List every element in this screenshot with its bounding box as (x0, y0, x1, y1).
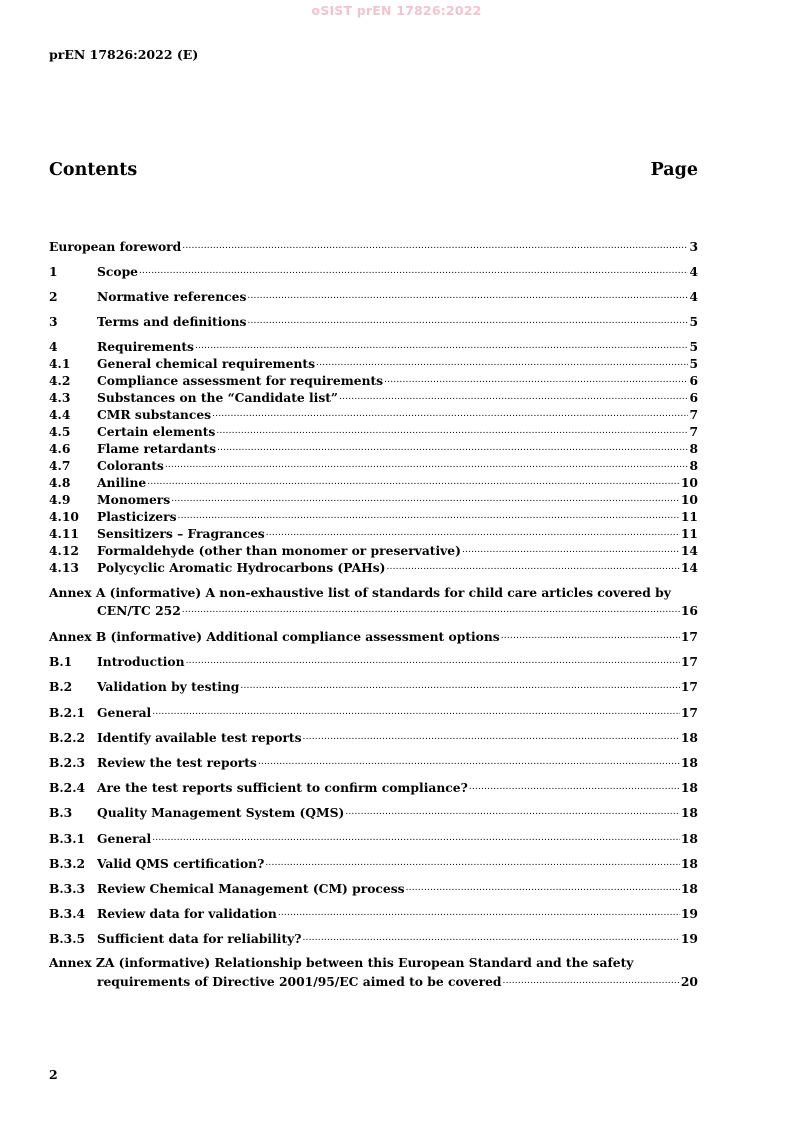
toc-entry[interactable] (49, 829, 698, 846)
toc-entry-page: 7 (689, 407, 698, 422)
toc-entry-page: 4 (689, 264, 698, 279)
toc-entry-page: 16 (680, 603, 698, 618)
toc-entry-title: Colorants (97, 458, 164, 473)
toc-entry-number: B.2.3 (49, 755, 86, 770)
toc-entry-title: Normative references (97, 289, 247, 304)
toc-entry-title: requirements of Directive 2001/95/EC aimed to be covered (97, 974, 502, 989)
toc-leader-dots (240, 681, 679, 694)
toc-entry-page: 18 (680, 856, 698, 871)
toc-entry[interactable] (49, 237, 698, 254)
toc-leader-dots (182, 605, 680, 618)
toc-entry-page: 17 (680, 629, 698, 644)
toc-entry-page: 6 (689, 390, 698, 405)
toc-entry-page: 4 (689, 289, 698, 304)
toc-entry-page: 17 (680, 679, 698, 694)
toc-entry-title: Monomers (97, 492, 171, 507)
toc-leader-dots (339, 392, 688, 405)
toc-leader-dots (462, 545, 680, 558)
toc-entry-number: B.3 (49, 805, 73, 820)
toc-entry[interactable] (49, 677, 698, 694)
toc-entry-number: B.2.2 (49, 730, 86, 745)
toc-entry-page: 7 (689, 424, 698, 439)
toc-leader-dots (247, 291, 688, 304)
toc-entry-title: Terms and definitions (97, 314, 247, 329)
toc-entry[interactable] (49, 753, 698, 770)
toc-entry-number: 4.10 (49, 509, 79, 524)
toc-entry-page: 11 (680, 526, 698, 541)
toc-entry[interactable] (49, 388, 698, 405)
toc-leader-dots (386, 562, 679, 575)
toc-entry-title: Polycyclic Aromatic Hydrocarbons (PAHs) (97, 560, 386, 575)
toc-entry[interactable] (49, 703, 698, 720)
toc-entry-page: 10 (680, 492, 698, 507)
toc-entry-title: General (97, 831, 152, 846)
toc-annex-heading[interactable]: Annex A (informative) A non-exhaustive list of standards for child care articles covered by (49, 585, 671, 600)
toc-entry-title: Review the test reports (97, 755, 257, 770)
toc-entry-number: B.2 (49, 679, 73, 694)
toc-entry-title: Compliance assessment for requirements (97, 373, 384, 388)
toc-entry-title: Formaldehyde (other than monomer or preservative) (97, 543, 461, 558)
toc-entry-page: 11 (680, 509, 698, 524)
toc-entry-title: CMR substances (97, 407, 212, 422)
toc-entry[interactable] (49, 405, 698, 422)
toc-entry-title: Review Chemical Management (CM) process (97, 881, 405, 896)
toc-leader-dots (217, 443, 688, 456)
toc-leader-dots (406, 883, 680, 896)
toc-entry[interactable] (49, 778, 698, 795)
toc-entry-title: Are the test reports sufficient to confirm compliance? (97, 780, 468, 795)
toc-entry-number: 1 (49, 264, 58, 279)
toc-leader-dots (316, 358, 688, 371)
toc-entry-title: Sufficient data for reliability? (97, 931, 302, 946)
toc-entry-number: 4.4 (49, 407, 71, 422)
toc-entry-page: 8 (689, 441, 698, 456)
toc-entry-number: B.3.2 (49, 856, 86, 871)
toc-entry-title: Aniline (97, 475, 147, 490)
toc-entry-page: 18 (680, 730, 698, 745)
toc-entry-title: CEN/TC 252 (97, 603, 181, 618)
toc-entry-number: 4.12 (49, 543, 79, 558)
toc-leader-dots (216, 426, 688, 439)
toc-leader-dots (171, 494, 680, 507)
toc-entry-page: 19 (680, 906, 698, 921)
toc-leader-dots (165, 460, 689, 473)
page-column-title: Page (650, 160, 698, 180)
toc-entry-title: Scope (97, 264, 138, 279)
toc-entry-number: 4.7 (49, 458, 71, 473)
toc-entry-page: 19 (680, 931, 698, 946)
toc-entry-page: 17 (680, 705, 698, 720)
toc-entry-title: Quality Management System (QMS) (97, 805, 345, 820)
toc-entry-page: 5 (689, 339, 698, 354)
toc-entry[interactable] (49, 354, 698, 371)
toc-entry-page: 20 (680, 974, 698, 989)
toc-entry-number: 4.8 (49, 475, 71, 490)
toc-entry-number: B.2.1 (49, 705, 86, 720)
toc-leader-dots (247, 316, 688, 329)
toc-leader-dots (152, 707, 680, 720)
toc-leader-dots (501, 631, 680, 644)
toc-entry-page: 18 (680, 881, 698, 896)
toc-entry-page: 10 (680, 475, 698, 490)
toc-leader-dots (186, 656, 680, 669)
toc-entry-page: 18 (680, 780, 698, 795)
toc-entry-number: B.1 (49, 654, 73, 669)
toc-entry-page: 18 (680, 805, 698, 820)
toc-entry[interactable] (49, 728, 698, 745)
toc-leader-dots (345, 807, 680, 820)
toc-entry[interactable] (49, 456, 698, 473)
toc-entry-number: 4.2 (49, 373, 71, 388)
toc-leader-dots (278, 908, 680, 921)
toc-entry-number: 4.3 (49, 390, 71, 405)
contents-header (49, 160, 698, 180)
toc-entry[interactable] (49, 312, 698, 329)
toc-entry-page: 18 (680, 831, 698, 846)
toc-entry-page: 6 (689, 373, 698, 388)
toc-entry[interactable] (49, 627, 698, 644)
toc-entry-number: 4.5 (49, 424, 71, 439)
toc-entry[interactable] (49, 439, 698, 456)
toc-entry[interactable] (49, 287, 698, 304)
toc-entry[interactable] (49, 904, 698, 921)
toc-leader-dots (258, 757, 680, 770)
toc-entry-number: B.3.5 (49, 931, 86, 946)
toc-entry-number: 2 (49, 289, 58, 304)
toc-entry[interactable] (49, 879, 698, 896)
toc-entry-page: 5 (689, 356, 698, 371)
page-number: 2 (49, 1067, 58, 1082)
toc-entry-page: 14 (680, 543, 698, 558)
toc-entry-number: 4.9 (49, 492, 71, 507)
toc-entry-number: 3 (49, 314, 58, 329)
toc-entry-page: 17 (680, 654, 698, 669)
toc-entry[interactable] (49, 507, 698, 524)
toc-entry-title: Sensitizers – Fragrances (97, 526, 265, 541)
toc-leader-dots (182, 241, 688, 254)
contents-title: Contents (49, 160, 138, 180)
toc-entry-title: Flame retardants (97, 441, 217, 456)
toc-entry-number: 4.1 (49, 356, 71, 371)
toc-entry[interactable] (49, 929, 698, 946)
toc-entry[interactable] (49, 524, 698, 541)
toc-leader-dots (195, 341, 689, 354)
toc-entry-number: B.3.4 (49, 906, 86, 921)
toc-leader-dots (178, 511, 680, 524)
toc-entry-number: B.3.3 (49, 881, 86, 896)
toc-entry-number: 4.6 (49, 441, 71, 456)
toc-entry-title: General (97, 705, 152, 720)
toc-entry[interactable] (49, 422, 698, 439)
toc-entry-title: Requirements (97, 339, 194, 354)
toc-entry-title: European foreword (49, 239, 182, 254)
toc-entry-title: Valid QMS certification? (97, 856, 265, 871)
toc-entry[interactable] (49, 473, 698, 490)
toc-entry[interactable] (49, 652, 698, 669)
toc-entry[interactable] (49, 972, 698, 989)
toc-entry-title: Certain elements (97, 424, 216, 439)
toc-entry-title: Introduction (97, 654, 185, 669)
toc-leader-dots (152, 833, 680, 846)
toc-entry-title: Validation by testing (97, 679, 240, 694)
toc-entry[interactable] (49, 337, 698, 354)
toc-entry[interactable] (49, 262, 698, 279)
toc-leader-dots (302, 933, 679, 946)
toc-entry-page: 5 (689, 314, 698, 329)
toc-entry-number: B.3.1 (49, 831, 86, 846)
toc-entry-number: 4.13 (49, 560, 79, 575)
toc-entry[interactable] (49, 558, 698, 575)
toc-entry-page: 3 (689, 239, 698, 254)
toc-entry-number: 4 (49, 339, 58, 354)
toc-entry-title: Annex B (informative) Additional compliance assessment options (49, 629, 500, 644)
toc-entry-title: Substances on the “Candidate list” (97, 390, 339, 405)
toc-leader-dots (384, 375, 688, 388)
toc-entry-title: General chemical requirements (97, 356, 316, 371)
toc-entry-title: Plasticizers (97, 509, 177, 524)
toc-entry-page: 14 (680, 560, 698, 575)
toc-entry[interactable] (49, 541, 698, 558)
toc-leader-dots (266, 528, 680, 541)
toc-leader-dots (503, 976, 680, 989)
toc-leader-dots (469, 782, 680, 795)
toc-entry-page: 8 (689, 458, 698, 473)
toc-leader-dots (147, 477, 680, 490)
toc-entry-page: 18 (680, 755, 698, 770)
toc-leader-dots (139, 266, 688, 279)
toc-entry-number: 4.11 (49, 526, 79, 541)
toc-entry-number: B.2.4 (49, 780, 86, 795)
toc-leader-dots (212, 409, 688, 422)
toc-entry-title: Identify available test reports (97, 730, 302, 745)
toc-entry[interactable] (49, 371, 698, 388)
toc-entry-title: Review data for validation (97, 906, 277, 921)
toc-entry[interactable] (49, 601, 698, 618)
toc-leader-dots (303, 732, 680, 745)
toc-entry[interactable] (49, 803, 698, 820)
document-identifier: prEN 17826:2022 (E) (49, 47, 199, 62)
toc-annex-heading[interactable]: Annex ZA (informative) Relationship between this European Standard and the safety (49, 955, 634, 970)
toc-leader-dots (265, 858, 680, 871)
toc-entry[interactable] (49, 490, 698, 507)
toc-entry[interactable] (49, 854, 698, 871)
watermark: oSIST prEN 17826:2022 (311, 3, 482, 18)
